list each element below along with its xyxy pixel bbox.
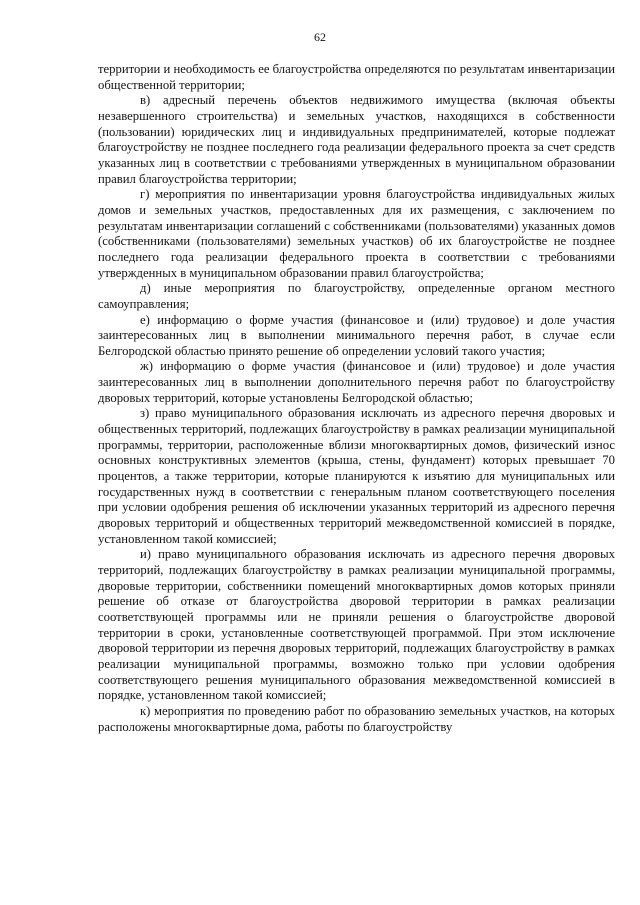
paragraph-item-k: к) мероприятия по проведению работ по образованию земельных участков, на которых расположены многоквартирные дома, работы по благоустройству [98,703,615,734]
paragraph-continuation: территории и необходимость ее благоустройства определяются по результатам инвентаризации общественной территории; [98,62,615,92]
paragraph-item-d: д) иные мероприятия по благоустройству, определенные органом местного самоуправления; [98,281,615,311]
paragraph-item-i: и) право муниципального образования исключать из адресного перечня дворовых территорий, подлежащих благоустройству в рамках реализации муниципальной программы, дворовые территории, собственники помещений многоквартирных домов которых приняли решение об отказе от благоустройства дворовой территории в рамках реализации соответствующей программы или не приняли решения о благоустройстве дворовой территории в сроки, установленные соответствующей программой. При этом исключение дворовой территории из перечня дворовых территорий, подлежащих благоустройству в рамках реализации муниципальной программы, возможно только при условии одобрения соответствующего решения муниципального образования межведомственной комиссией в порядке, установленном такой комиссией; [98,547,615,703]
paragraph-item-z: з) право муниципального образования исключать из адресного перечня дворовых и общественных территорий, подлежащих благоустройству в рамках реализации муниципальной программы, территории, расположенные вблизи многоквартирных домов, физический износ основных конструктивных элементов (крыша, стены, фундамент) которых превышает 70 процентов, а также территории, которые планируются к изъятию для муниципальных или государственных нужд в соответствии с генеральным планом соответствующего поселения при условии одобрения решения об исключении указанных территорий из адресного перечня дворовых территорий и общественных территорий межведомственной комиссией в порядке, установленном такой комиссией; [98,406,615,546]
paragraph-item-zh: ж) информацию о форме участия (финансовое и (или) трудовое) и доле участия заинтересованных лиц в выполнении дополнительного перечня работ по благоустройству дворовых территорий, которые установлены Белгородской областью; [98,359,615,405]
paragraph-item-e: е) информацию о форме участия (финансовое и (или) трудовое) и доле участия заинтересованных лиц в выполнении минимального перечня работ, в случае если Белгородской областью принято решение об определении условий такого участия; [98,312,615,358]
page-number: 62 [314,30,326,44]
paragraph-item-g: г) мероприятия по инвентаризации уровня благоустройства индивидуальных жилых домов и земельных участков, предоставленных для их размещения, с заключением по результатам инвентаризации соглашений с собственниками (пользователями) указанных домов (собственниками (пользователями) земельных участков) об их благоустройстве не позднее последнего года реализации федерального проекта в соответствии с требованиями утвержденных в муниципальном образовании правил благоустройства; [98,187,615,280]
document-body [98,62,615,735]
paragraph-item-v: в) адресный перечень объектов недвижимого имущества (включая объекты незавершенного строительства) и земельных участков, находящихся в собственности (пользовании) юридических лиц и индивидуальных предпринимателей, которые подлежат благоустройству не позднее последнего года реализации федерального проекта за счет средств указанных лиц в соответствии с требованиями утвержденных в муниципальном образовании правил благоустройства территории; [98,93,615,186]
